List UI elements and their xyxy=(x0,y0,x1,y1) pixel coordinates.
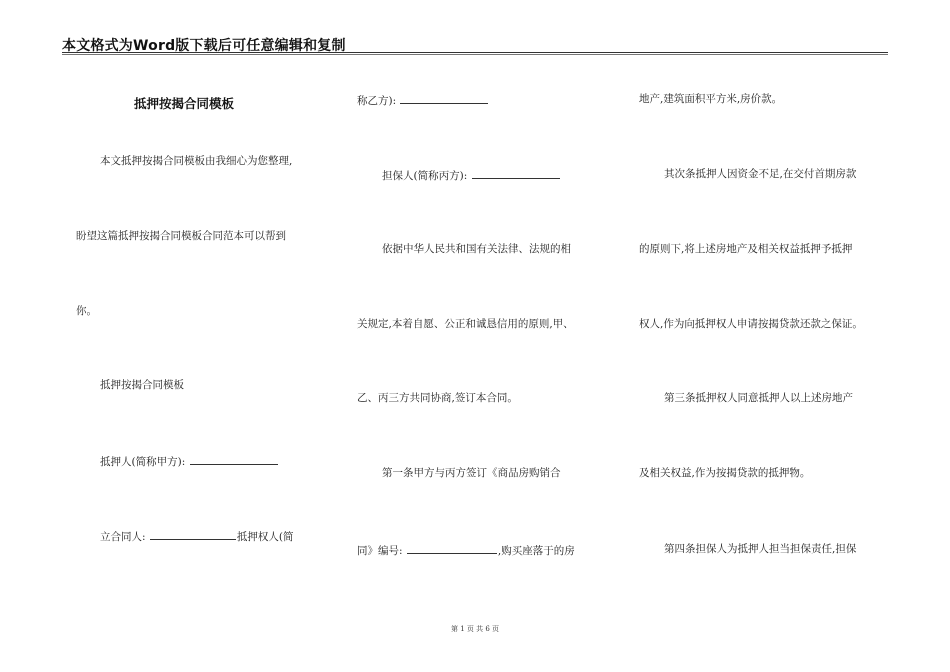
column1-line-6 xyxy=(100,529,294,543)
column2-line-7 xyxy=(357,543,575,557)
column3-line-6: 及相关权益,作为按揭贷款的抵押物。 xyxy=(639,467,811,479)
column2-line-4: 关规定,本着自愿、公正和诚恳信用的原则,甲、 xyxy=(357,318,574,330)
contract-party-label: 立合同人: xyxy=(100,531,146,543)
guarantor-blank xyxy=(472,168,560,179)
contract-number-label: 同》编号: xyxy=(357,545,403,557)
document-title: 抵押按揭合同模板 xyxy=(134,96,235,111)
property-location-text: ,购买座落于的房 xyxy=(497,545,575,557)
column3-line-2: 其次条抵押人因资金不足,在交付首期房款 xyxy=(664,168,857,180)
column3-line-5: 第三条抵押权人同意抵押人以上述房地产 xyxy=(664,392,853,404)
column1-line-5 xyxy=(100,454,279,468)
column1-line-2: 盼望这篇抵押按揭合同模板合同范本可以帮到 xyxy=(76,230,286,242)
contract-party-blank xyxy=(150,529,236,540)
party-b-blank xyxy=(400,93,488,104)
column2-line-5: 乙、丙三方共同协商,签订本合同。 xyxy=(357,392,518,404)
mortgagor-label: 抵押人(简称甲方): xyxy=(100,456,186,468)
column3-line-7: 第四条担保人为抵押人担当担保责任,担保 xyxy=(664,543,857,555)
column1-line-3: 你。 xyxy=(76,305,97,317)
contract-number-blank xyxy=(407,543,497,554)
page-number: 第 1 页 共 6 页 xyxy=(450,625,500,633)
party-b-label: 称乙方): xyxy=(357,95,397,107)
column2-line-6: 第一条甲方与丙方签订《商品房购销合 xyxy=(382,467,561,479)
column2-line-1 xyxy=(357,93,489,107)
mortgagor-blank xyxy=(190,454,278,465)
mortgagee-label: 抵押权人(简 xyxy=(236,531,294,543)
document-header-title: 本文格式为Word版下载后可任意编辑和复制 xyxy=(62,38,346,54)
column2-line-3: 依据中华人民共和国有关法律、法规的相 xyxy=(382,243,571,255)
column3-line-4: 权人,作为向抵押权人申请按揭贷款还款之保证。 xyxy=(639,318,863,330)
column3-line-3: 的原则下,将上述房地产及相关权益抵押予抵押 xyxy=(639,243,853,255)
header-divider-thin xyxy=(62,54,888,55)
header-divider xyxy=(62,52,888,53)
guarantor-label: 担保人(简称丙方): xyxy=(382,170,468,182)
column1-line-1: 本文抵押按揭合同模板由我细心为您整理, xyxy=(100,155,293,167)
column2-line-2 xyxy=(382,168,561,182)
column3-line-1: 地产,建筑面积平方米,房价款。 xyxy=(639,93,783,105)
column1-line-4: 抵押按揭合同模板 xyxy=(100,379,184,391)
